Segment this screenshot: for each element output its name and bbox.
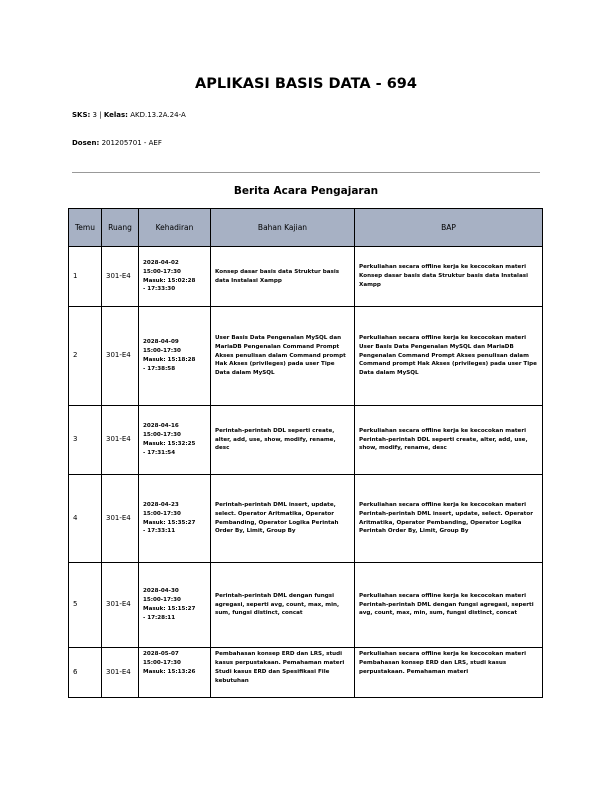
lecturer-meta [72, 139, 162, 147]
bap-cell: Perkuliahan secara offline kerja ke kecocokan materi User Basis Data Pengenalan MySQL dan MariaDB Pengenalan Command Prompt Akses penulisan dalam Command prompt Hak Akses (privileges) pada user Tipe Data dalam MySQL [355, 307, 543, 406]
attendance-date: 2028-05-07 [143, 651, 179, 657]
attendance-cell [139, 563, 211, 648]
kelas-value: AKD.13.2A.24-A [130, 111, 186, 119]
sks-label: SKS: [72, 111, 91, 119]
topic-cell: Perintah-perintah DDL seperti create, alter, add, use, show, modify, rename, desc [211, 406, 355, 475]
dosen-label: Dosen: [72, 139, 100, 147]
teaching-log-table [68, 208, 543, 698]
table-row [69, 648, 543, 698]
table-row [69, 247, 543, 307]
header-bahan-kajian: Bahan Kajian [211, 209, 355, 247]
room-cell: 301-E4 [102, 648, 139, 698]
header-kehadiran: Kehadiran [139, 209, 211, 247]
attendance-checkout: - 17:28:11 [143, 614, 176, 621]
section-divider [72, 172, 540, 173]
meeting-number: 4 [69, 475, 102, 563]
bap-cell: Perkuliahan secara offline kerja ke kecocokan materi Perintah-perintah DDL seperti create, alter, add, use, show, modify, rename, desc [355, 406, 543, 475]
attendance-cell [139, 475, 211, 563]
attendance-schedule: 15:00-17:30 [143, 659, 181, 666]
room-cell: 301-E4 [102, 563, 139, 648]
attendance-schedule: 15:00-17:30 [143, 597, 181, 604]
table-row [69, 563, 543, 648]
attendance-checkin: Masuk: 15:02:28 [143, 277, 196, 284]
attendance-schedule: 15:00-17:30 [143, 510, 181, 517]
bap-cell: Perkuliahan secara offline kerja ke kecocokan materi Konsep dasar basis data Struktur basis data Instalasi Xampp [355, 247, 543, 307]
document-title: APLIKASI BASIS DATA - 694 [195, 76, 417, 92]
table-header-row [69, 209, 543, 247]
room-cell: 301-E4 [102, 406, 139, 475]
attendance-checkin: Masuk: 15:35:27 [143, 519, 196, 526]
room-cell: 301-E4 [102, 247, 139, 307]
attendance-checkin: Masuk: 15:18:28 [143, 357, 196, 363]
topic-cell: Perintah-perintah DML insert, update, select. Operator Aritmatika, Operator Pembanding, Operator Logika Perintah Order By, Limit, Group By [211, 475, 355, 563]
attendance-date: 2028-04-09 [143, 339, 179, 346]
attendance-checkin: Masuk: 15:13:26 [143, 668, 196, 675]
attendance-date: 2028-04-23 [143, 501, 179, 508]
bap-cell: Perkuliahan secara offline kerja ke kecocokan materi Perintah-perintah DML insert, update, select. Operator Aritmatika, Operator Pembanding, Operator Logika Perintah Order By, Limit, Group By [355, 475, 543, 563]
bap-cell: Perkuliahan secara offline kerja ke kecocokan materi Pembahasan konsep ERD dan LRS, studi kasus perpustakaan. Pemahaman materi [355, 648, 543, 698]
topic-cell: Pembahasan konsep ERD dan LRS, studi kasus perpustakaan. Pemahaman materi Studi kasus ERD dan Spesifikasi File kebutuhan [211, 648, 355, 698]
kelas-label: Kelas: [103, 111, 128, 119]
attendance-checkout: - 17:31:54 [143, 449, 176, 456]
section-title: Berita Acara Pengajaran [233, 185, 379, 197]
meeting-number: 6 [69, 648, 102, 698]
course-meta [72, 111, 186, 119]
bap-cell: Perkuliahan secara offline kerja ke kecocokan materi Perintah-perintah DML dengan fungsi agregasi, seperti avg, count, max, min, sum, fungsi distinct, concat [355, 563, 543, 648]
attendance-date: 2028-04-30 [143, 588, 179, 595]
meeting-number: 1 [69, 247, 102, 307]
meeting-number: 3 [69, 406, 102, 475]
attendance-cell [139, 406, 211, 475]
attendance-cell [139, 648, 211, 698]
table-row [69, 475, 543, 563]
attendance-cell [139, 307, 211, 406]
attendance-checkout: - 17:33:30 [143, 286, 176, 293]
dosen-value: 201205701 - AEF [101, 139, 162, 147]
attendance-date: 2028-04-16 [143, 423, 179, 430]
sks-value: 3 | [92, 111, 102, 119]
header-temu: Temu [69, 209, 102, 247]
attendance-schedule: 15:00-17:30 [143, 268, 181, 275]
topic-cell: Konsep dasar basis data Struktur basis data Instalasi Xampp [211, 247, 355, 307]
room-cell: 301-E4 [102, 475, 139, 563]
meeting-number: 2 [69, 307, 102, 406]
header-ruang: Ruang [102, 209, 139, 247]
attendance-checkin: Masuk: 15:32:25 [143, 441, 196, 447]
table-row [69, 406, 543, 475]
room-cell: 301-E4 [102, 307, 139, 406]
attendance-checkout: - 17:38:58 [143, 365, 176, 372]
attendance-schedule: 15:00-17:30 [143, 432, 181, 439]
header-bap: BAP [355, 209, 543, 247]
attendance-checkout: - 17:33:11 [143, 528, 176, 535]
attendance-date: 2028-04-02 [143, 259, 179, 266]
meeting-number: 5 [69, 563, 102, 648]
attendance-cell [139, 247, 211, 307]
attendance-schedule: 15:00-17:30 [143, 348, 181, 355]
topic-cell: Perintah-perintah DML dengan fungsi agregasi, seperti avg, count, max, min, sum, fungsi distinct, concat [211, 563, 355, 648]
table-row [69, 307, 543, 406]
topic-cell: User Basis Data Pengenalan MySQL dan MariaDB Pengenalan Command Prompt Akses penulisan dalam Command prompt Hak Akses (privileges) pada user Tipe Data dalam MySQL [211, 307, 355, 406]
attendance-checkin: Masuk: 15:15:27 [143, 606, 196, 612]
